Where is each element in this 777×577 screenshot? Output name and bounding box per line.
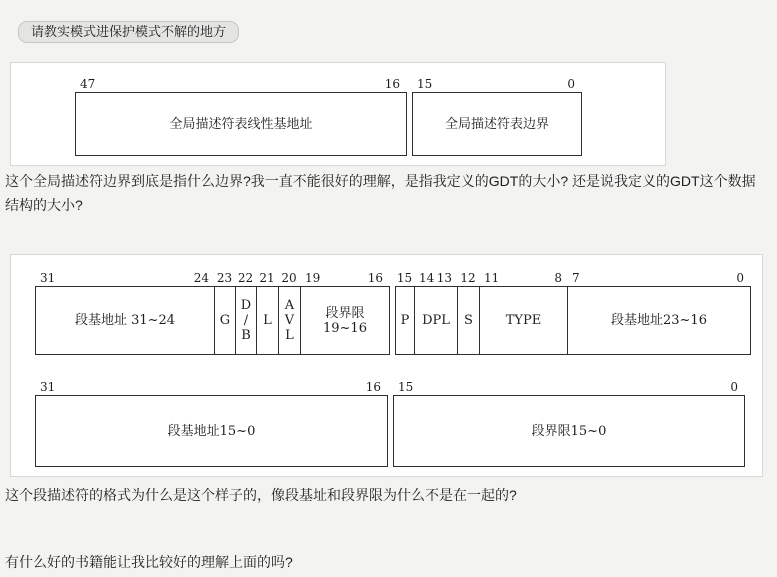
field-label: 段界限	[325, 305, 365, 321]
field-label: 段界限15~0	[531, 423, 607, 439]
register-box	[393, 376, 745, 467]
bit-position-labels	[412, 77, 580, 91]
bit-number: 24	[193, 271, 209, 285]
bit-position-labels	[256, 271, 278, 285]
bit-number: 7	[572, 271, 580, 285]
bit-number: 15	[417, 77, 433, 91]
descriptor-high-dword-row	[35, 267, 762, 355]
field-cell	[36, 396, 387, 466]
field-label: 全局描述符表边界	[444, 116, 549, 132]
field-label: L	[263, 313, 272, 328]
field-label: P	[400, 313, 410, 328]
bit-number: 8	[554, 271, 562, 285]
bit-number: 15	[396, 271, 413, 285]
field-label: /	[243, 313, 249, 328]
bit-label-strip	[35, 267, 390, 285]
bit-number: 47	[80, 77, 96, 91]
field-label: L	[285, 328, 294, 343]
field-cell	[301, 287, 389, 354]
field-label: TYPE	[505, 313, 542, 328]
field-cell	[480, 287, 568, 354]
register-cells	[412, 92, 582, 156]
descriptor-low-dword-row	[35, 376, 762, 467]
descriptor-figure-panel	[10, 254, 763, 477]
field-cell	[568, 287, 750, 354]
bit-number: 21	[259, 271, 275, 285]
bit-position-labels	[278, 271, 300, 285]
bit-number: 15	[398, 380, 414, 394]
post-title-tag: 请教实模式进保护模式不解的地方	[18, 21, 239, 43]
bit-label-strip	[393, 376, 745, 394]
field-label: 段基地址23~16	[611, 313, 707, 328]
bit-label-strip	[412, 73, 582, 91]
register-cells	[393, 395, 745, 467]
bit-number: 16	[365, 380, 381, 394]
bit-position-labels	[300, 271, 388, 285]
bit-position-labels	[395, 271, 414, 285]
field-label: DPL	[422, 313, 450, 328]
bit-position-labels	[214, 271, 235, 285]
register-cells	[35, 286, 390, 355]
paragraph-descriptor-format-question: 这个段描述符的格式为什么是这个样子的，像段基址和段界限为什么不是在一起的?	[5, 487, 517, 503]
bit-number: 0	[736, 271, 744, 285]
field-label: G	[219, 313, 231, 328]
bit-position-labels	[457, 271, 479, 285]
field-label: D	[240, 298, 252, 313]
bit-label-strip	[35, 376, 388, 394]
register-box	[395, 267, 751, 355]
field-cell	[279, 287, 301, 354]
bit-label-strip	[75, 73, 407, 91]
register-cells	[35, 395, 388, 467]
bit-position-labels	[235, 271, 256, 285]
bit-number: 19	[305, 271, 321, 285]
bit-number: 22	[237, 271, 254, 285]
register-box	[35, 267, 390, 355]
bit-position-labels	[35, 271, 214, 285]
bit-number: 11	[484, 271, 500, 285]
field-cell	[394, 396, 744, 466]
bit-number: 0	[730, 380, 738, 394]
bit-number: 13	[436, 271, 452, 285]
field-cell	[413, 93, 581, 155]
field-cell	[236, 287, 257, 354]
field-cell	[215, 287, 236, 354]
bit-number: 20	[281, 271, 297, 285]
bit-number: 31	[40, 380, 56, 394]
register-cells	[395, 286, 751, 355]
field-label: B	[241, 328, 251, 343]
field-cell	[257, 287, 279, 354]
field-cell	[415, 287, 458, 354]
paragraph-gdt-limit-question: 这个全局描述符边界到底是指什么边界?我一直不能很好的理解，是指我定义的GDT的大小? 还是说我定义的GDT这个数据结构的大小?	[5, 173, 756, 213]
field-cell	[396, 287, 415, 354]
field-label: 19~16	[323, 320, 367, 336]
register-box	[412, 73, 582, 156]
bit-number: 31	[40, 271, 56, 285]
bit-number: 14	[419, 271, 435, 285]
bit-number: 23	[216, 271, 233, 285]
bit-number: 16	[384, 77, 400, 91]
bit-position-labels	[393, 380, 743, 394]
bit-number: 0	[567, 77, 575, 91]
register-box	[75, 73, 407, 156]
bit-position-labels	[35, 380, 386, 394]
field-label: 段基地址15~0	[167, 423, 256, 439]
bit-number: 16	[367, 271, 383, 285]
field-cell	[76, 93, 406, 155]
field-label: 全局描述符表线性基地址	[169, 116, 313, 132]
bit-position-labels	[479, 271, 567, 285]
field-label: S	[464, 313, 473, 328]
field-label: A	[284, 298, 295, 313]
bit-label-strip	[395, 267, 751, 285]
field-cell	[36, 287, 215, 354]
register-cells	[75, 92, 407, 156]
bit-position-labels	[567, 271, 749, 285]
field-cell	[458, 287, 480, 354]
field-label: V	[284, 313, 295, 328]
gdtr-figure-panel	[10, 62, 666, 166]
gdtr-register-row	[75, 73, 665, 156]
bit-number: 12	[460, 271, 476, 285]
field-label: 段基地址 31~24	[74, 313, 176, 328]
paragraph-book-question: 有什么好的书籍能让我比较好的理解上面的吗?	[5, 554, 293, 570]
bit-position-labels	[75, 77, 405, 91]
register-box	[35, 376, 388, 467]
bit-position-labels	[414, 271, 457, 285]
